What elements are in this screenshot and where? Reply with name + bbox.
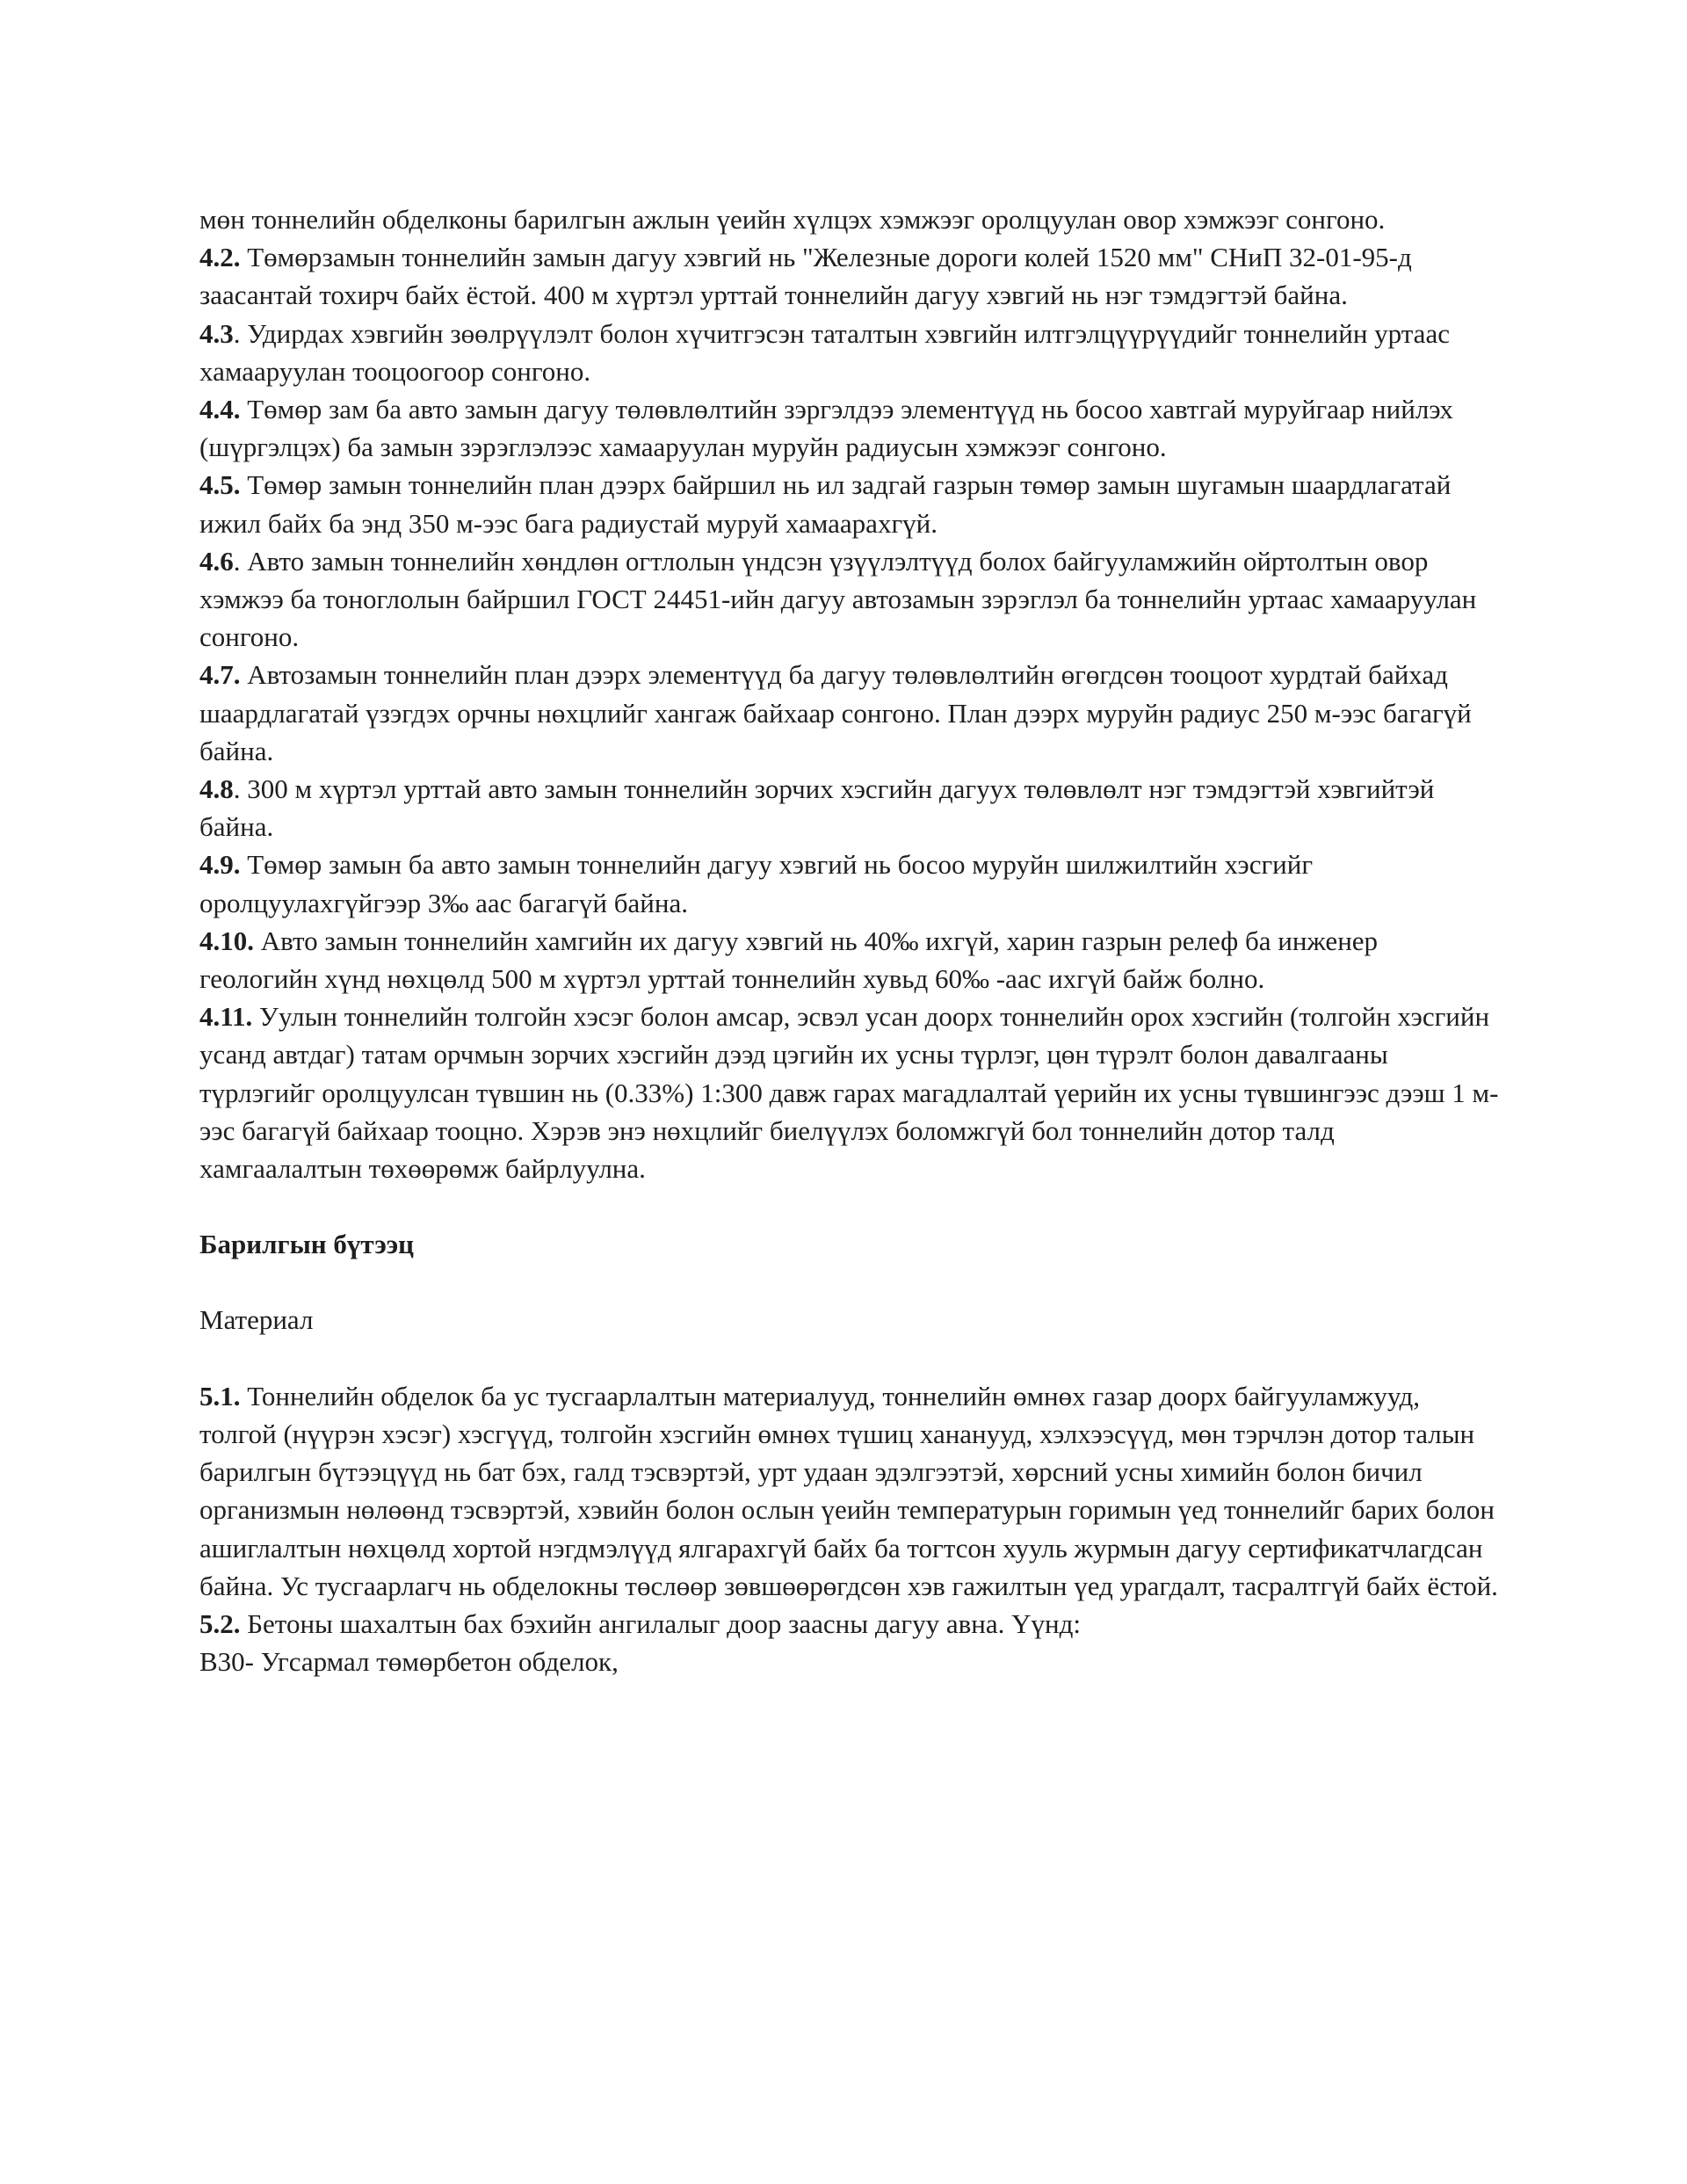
section-4-7 <box>199 656 1500 770</box>
section-4-6 <box>199 542 1500 657</box>
section-text: Төмөр зам ба авто замын дагуу төлөвлөлтийн зэргэлдээ элементүүд нь босоо хавтгай муруйгаар нийлэх (шүргэлцэх) ба замын зэрэглэлээс хамааруулан муруйн радиусын хэмжээг сонгоно. <box>199 394 1453 463</box>
intro-paragraph <box>199 200 1500 238</box>
section-text: Бетоны шахалтын бах бэхийн ангилалыг доор заасны дагуу авна. Үүнд: <box>240 1607 1081 1639</box>
section-number: 4.7. <box>199 659 241 691</box>
section-number: 4.4. <box>199 394 241 425</box>
section-number: 4.6 <box>199 545 234 577</box>
section-text: . Авто замын тоннелийн хөндлөн огтлолын үндсэн үзүүлэлтүүд болох байгууламжийн ойртолтын овор хэмжээ ба тоноглолын байршил ГОСТ 24451-ийн дагуу автозамын зэрэглэл ба тоннелийн уртаас хамааруулан сонгоно. <box>199 545 1477 653</box>
section-text: Уулын тоннелийн толгойн хэсэг болон амсар, эсвэл усан доорх тоннелийн орох хэсгийн (толгойн хэсгийн усанд автдаг) татам орчмын зорчих хэсгийн дээд цэгийн их усны түрлэг, цөн түрэлт болон давалгааны түрлэгийг оролцуулсан түвшин нь (0.33%) 1:300 давж гарах магадлалтай үерийн их усны түвшингээс дээш 1 м-ээс багагүй байхаар тооцно. Хэрэв энэ нөхцлийг биелүүлэх боломжгүй бол тоннелийн дотор талд хамгаалалтын төхөөрөмж байрлуулна. <box>199 1001 1499 1185</box>
section-subheading: Материал <box>199 1304 314 1336</box>
section-4-4 <box>199 390 1500 466</box>
section-text: Авто замын тоннелийн хамгийн их дагуу хэвгий нь 40‰ ихгүй, харин газрын релеф ба инженер геологийн хүнд нөхцөлд 500 м хүртэл урттай тоннелийн хувьд 60‰ -аас ихгүй байж болно. <box>199 925 1379 995</box>
section-number: 4.11. <box>199 1001 253 1033</box>
section-text: Төмөр замын тоннелийн план дээрх байршил нь ил задгай газрын төмөр замын шугамын шаардлагатай ижил байх ба энд 350 м-ээс бага радиустай муруй хамаарахгүй. <box>199 469 1452 539</box>
section-number: 4.2. <box>199 242 241 273</box>
section-heading: Барилгын бүтээц <box>199 1229 415 1260</box>
section-4-5 <box>199 466 1500 541</box>
section-4-8 <box>199 770 1500 845</box>
section-text: Төмөрзамын тоннелийн замын дагуу хэвгий нь "Железные дороги колей 1520 мм" СНиП 32-01-95-д заасантай тохирч байх ёстой. 400 м хүртэл урттай тоннелийн дагуу хэвгий нь нэг тэмдэгтэй байна. <box>199 242 1412 311</box>
section-4-2 <box>199 238 1500 314</box>
section-4-10 <box>199 922 1500 998</box>
intro-text: мөн тоннелийн обделконы барилгын ажлын үеийн хүлцэх хэмжээг оролцуулан овор хэмжээг сонгоно. <box>199 204 1386 235</box>
section-text: Автозамын тоннелийн план дээрх элементүүд ба дагуу төлөвлөлтийн өгөгдсөн тооцоот хурдтай байхад шаардлагатай үзэгдэх орчны нөхцлийг хангаж байхаар сонгоно. План дээрх муруйн радиус 250 м-ээс багагүй байна. <box>199 659 1472 766</box>
section-4-3 <box>199 315 1500 390</box>
section-number: 5.2. <box>199 1607 241 1639</box>
section-4-11 <box>199 998 1500 1187</box>
section-number: 4.8 <box>199 773 234 805</box>
section-number: 4.10. <box>199 925 254 956</box>
section-text: Төмөр замын ба авто замын тоннелийн дагуу хэвгий нь босоо муруйн шилжилтийн хэсгийг оролцуулахгүйгээр 3‰ аас багагүй байна. <box>199 849 1314 918</box>
section-5-1 <box>199 1377 1500 1605</box>
section-text: . 300 м хүртэл урттай авто замын тоннелийн зорчих хэсгийн дагуух төлөвлөлт нэг тэмдэгтэй хэвгийтэй байна. <box>199 773 1435 843</box>
section-number: 4.3 <box>199 317 234 349</box>
section-number: 5.1. <box>199 1380 241 1411</box>
section-4-9 <box>199 845 1500 921</box>
section-number: 4.9. <box>199 849 241 881</box>
document-page <box>199 200 1500 1680</box>
section-text: . Удирдах хэвгийн зөөлрүүлэлт болон хүчитгэсэн таталтын хэвгийн илтгэлцүүрүүдийг тоннелийн уртаас хамааруулан тооцоогоор сонгоно. <box>199 317 1450 387</box>
section-5-2 <box>199 1605 1500 1643</box>
section-text: Тоннелийн обделок ба ус тусгаарлалтын материалууд, тоннелийн өмнөх газар доорх байгууламжууд, толгой (нүүрэн хэсэг) хэсгүүд, толгойн хэсгийн өмнөх түшиц хананууд, хэлхээсүүд, мөн тэрчлэн дотор талын барилгын бүтээцүүд нь бат бэх, галд тэсвэртэй, урт удаан эдэлгээтэй, хөрсний усны химийн болон бичил организмын нөлөөнд тэсвэртэй, хэвийн болон ослын үеийн температурын горимын үед тоннелийг барих болон ашиглалтын нөхцөлд хортой нэгдмэлүүд ялгарахгүй байх ба тогтсон хууль журмын дагуу сертификатчлагдсан байна. Ус тусгаарлагч нь обделокны төслөөр зөвшөөрөгдсөн хэв гажилтын үед урагдалт, тасралтгүй байх ёстой. <box>199 1380 1498 1601</box>
section-number: 4.5. <box>199 469 241 501</box>
concrete-class-line: В30- Угсармал төмөрбетон обделок, <box>199 1646 619 1678</box>
